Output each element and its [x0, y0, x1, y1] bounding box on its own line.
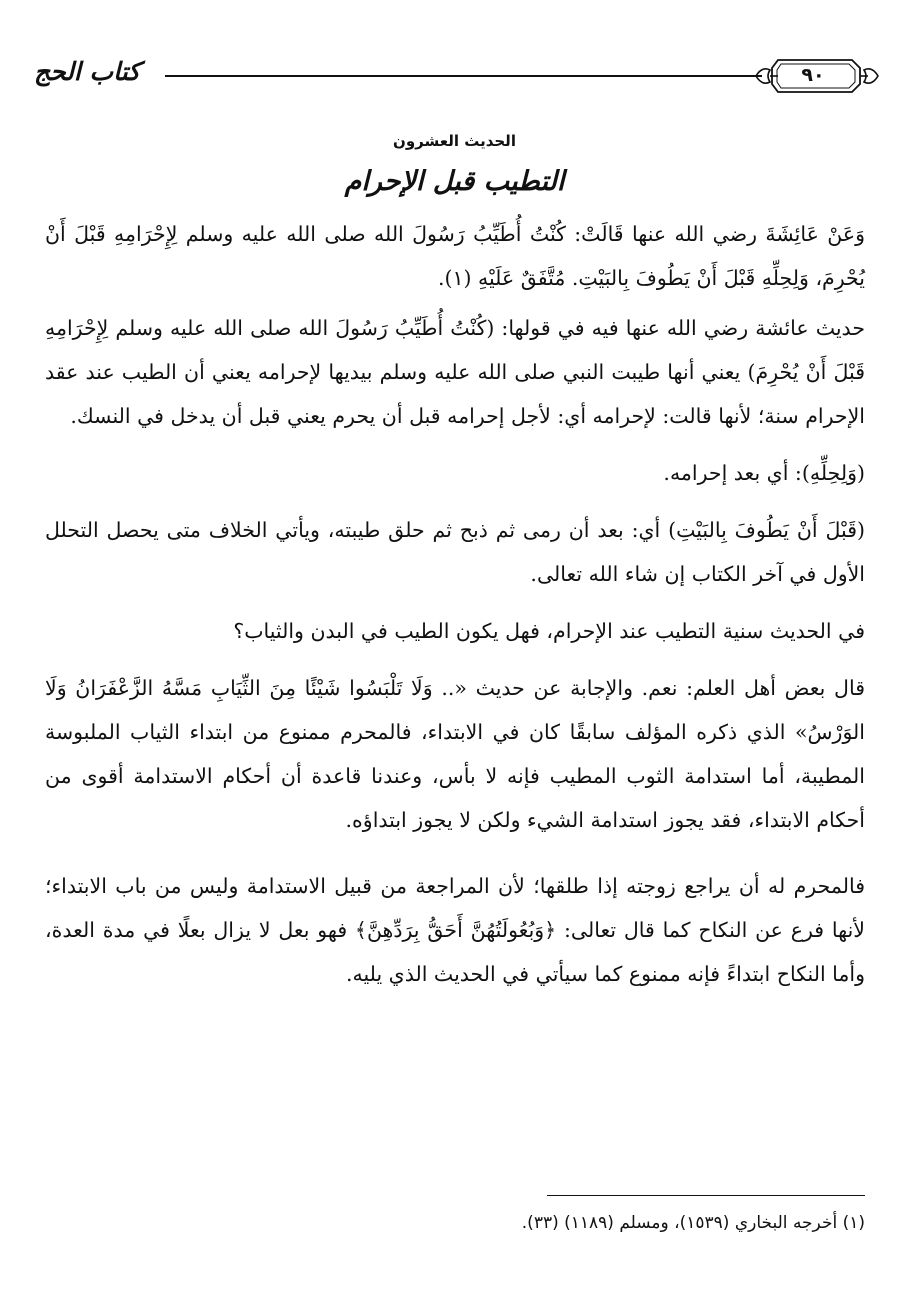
hadith-text: وَعَنْ عَائِشَةَ رضي الله عنها قَالَتْ: كُنْتُ أُطَيِّبُ رَسُولَ الله صلى الله عليه وسلم لِإِحْرَامِهِ قَبْلَ أَنْ يُحْرِمَ، وَلِحِلِّهِ قَبْلَ أَنْ يَطُوفَ بِالبَيْتِ. مُتَّفَقٌ عَلَيْهِ (١). [45, 222, 865, 290]
footnote: (١) أخرجه البخاري (١٥٣٩)، ومسلم (١١٨٩) (٣٣). [521, 1213, 865, 1233]
hadith-number-heading: الحديث العشرون [393, 132, 516, 150]
page-header [20, 48, 882, 108]
commentary-paragraph: حديث عائشة رضي الله عنها فيه في قولها: (كُنْتُ أُطَيِّبُ رَسُولَ الله صلى الله عليه وسلم لِإِحْرَامِهِ قَبْلَ أَنْ يُحْرِمَ) يعني أنها طيبت النبي صلى الله عليه وسلم بيديها لإحرامه يعني أن الطيب عند عقد الإحرام سنة؛ لأنها قالت: لإحرامه أي: لأجل إحرامه قبل أن يحرم يعني قبل أن يدخل في النسك. [45, 316, 865, 428]
commentary-paragraph: في الحديث سنية التطيب عند الإحرام، فهل يكون الطيب في البدن والثياب؟ [233, 619, 865, 643]
commentary-paragraph: فالمحرم له أن يراجع زوجته إذا طلقها؛ لأن المراجعة من قبيل الاستدامة وليس من باب الابتداء؛ لأنها فرع عن النكاح كما قال تعالى: ﴿وَبُعُولَتُهُنَّ أَحَقُّ بِرَدِّهِنَّ﴾ فهو بعل لا يزال بعلًا في مدة العدة، وأما النكاح ابتداءً فإنه ممنوع كما سيأتي في الحديث الذي يليه. [45, 874, 865, 986]
commentary-paragraph: قال بعض أهل العلم: نعم. والإجابة عن حديث «.. وَلَا تَلْبَسُوا شَيْئًا مِنَ الثِّيَابِ مَسَّهُ الزَّعْفَرَانُ وَلَا الوَرْسُ» الذي ذكره المؤلف سابقًا كان في الابتداء، فالمحرم ممنوع من ابتداء الثياب الملبوسة المطيبة، أما استدامة الثوب المطيب فإنه لا بأس، وعندنا قاعدة أن أحكام الاستدامة أقوى من أحكام الابتداء، فقد يجوز استدامة الشيء ولكن لا يجوز ابتداؤه. [45, 676, 865, 832]
commentary-paragraph: (وَلِحِلِّهِ): أي بعد إحرامه. [663, 461, 865, 485]
footnote-rule [547, 1195, 865, 1196]
chapter-title: التطيب قبل الإحرام [344, 166, 565, 197]
commentary-paragraph: (قَبْلَ أَنْ يَطُوفَ بِالبَيْتِ) أي: بعد أن رمى ثم ذبح ثم حلق طيبته، ويأتي الخلاف متى يحصل التحلل الأول في آخر الكتاب إن شاء الله تعالى. [45, 518, 865, 586]
page-number: ٩٠ [801, 64, 825, 86]
book-title: كتاب الحج [34, 57, 141, 86]
header-rule [165, 75, 762, 77]
body-text [45, 212, 865, 996]
